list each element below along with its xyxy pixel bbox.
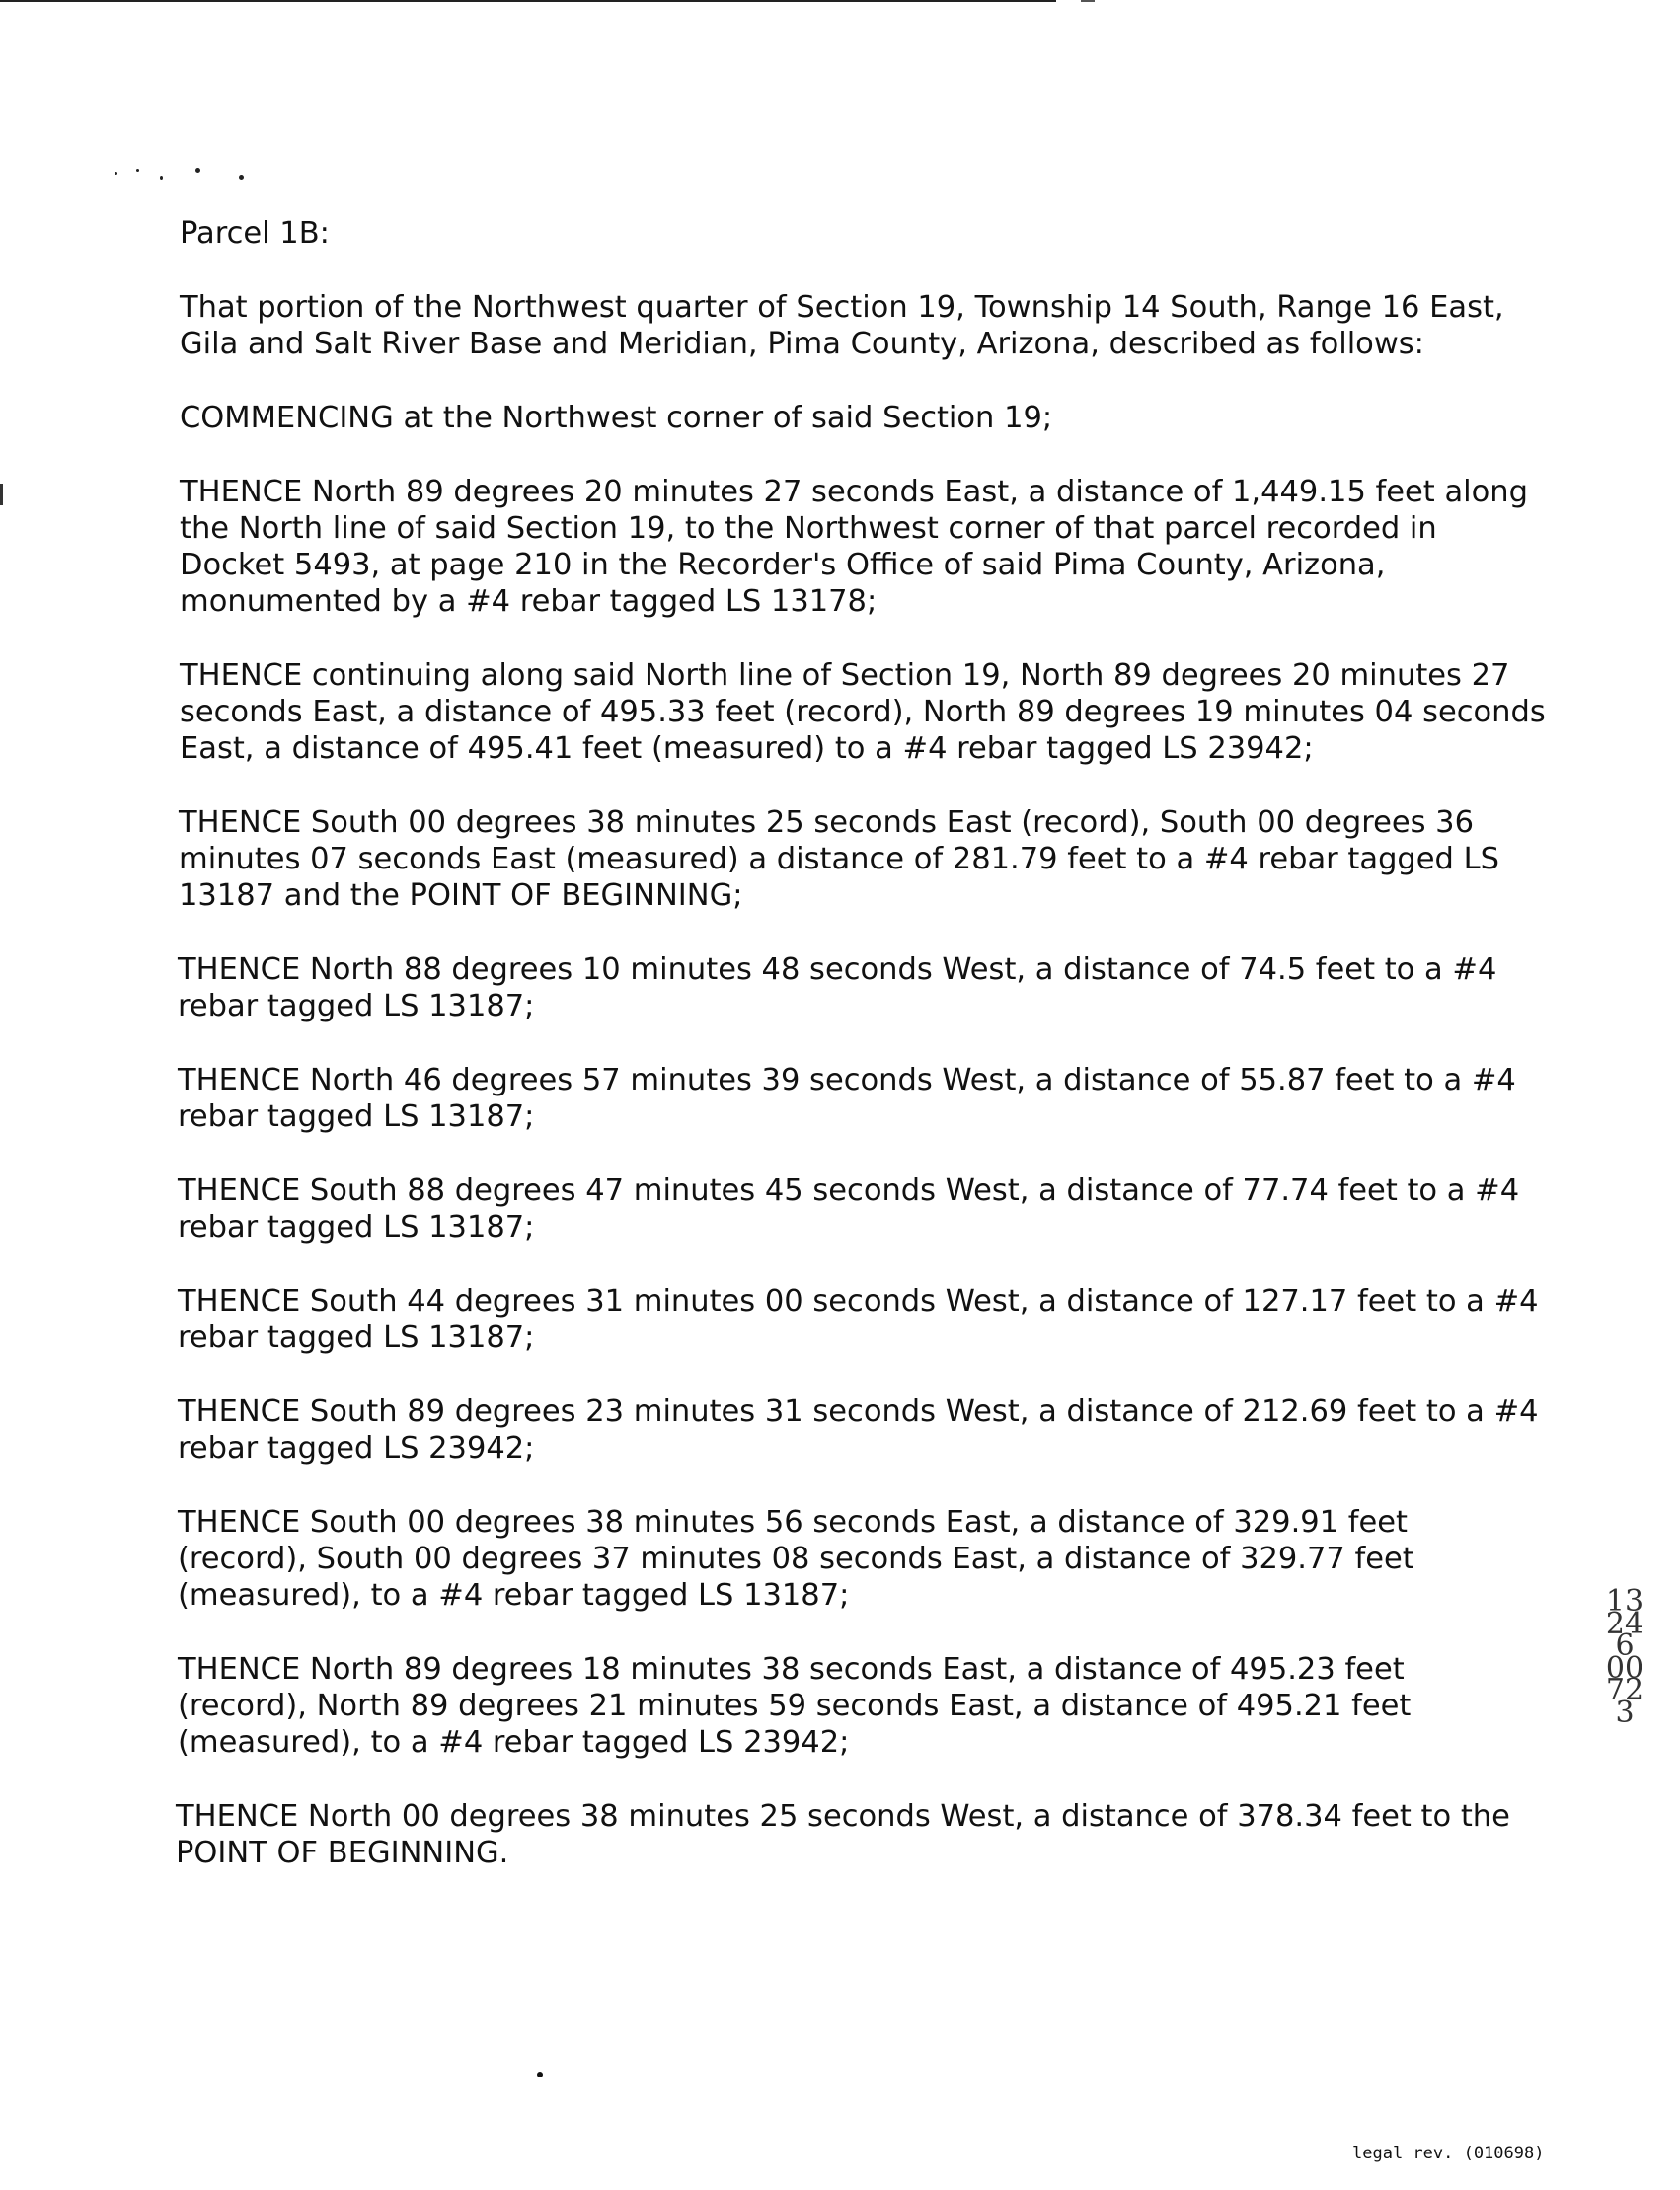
top-scan-rule [0, 0, 1056, 2]
legal-revision-ref: legal rev. (010698) [1352, 2144, 1545, 2163]
paragraph: COMMENCING at the Northwest corner of said Section 19; [180, 401, 1053, 435]
paragraph: THENCE South 88 degrees 47 minutes 45 seconds West, a distance of 77.74 feet to a #4 rebar tagged LS 13187; [178, 1173, 1520, 1245]
speck [239, 175, 244, 180]
paragraph: THENCE North 00 degrees 38 minutes 25 seconds West, a distance of 378.34 feet to the POINT OF BEGINNING. [176, 1799, 1510, 1870]
top-scan-rule-tail [1081, 0, 1095, 2]
paragraph: THENCE North 46 degrees 57 minutes 39 seconds West, a distance of 55.87 feet to a #4 rebar tagged LS 13187; [178, 1063, 1516, 1134]
paragraph: THENCE South 44 degrees 31 minutes 00 seconds West, a distance of 127.17 feet to a #4 rebar tagged LS 13187; [178, 1284, 1539, 1355]
recording-stamp: 13246 00723 [1605, 1584, 1644, 1730]
legal-description [176, 215, 1558, 1909]
parcel-heading: Parcel 1B: [180, 216, 330, 251]
speck [195, 168, 200, 173]
scan-specks [111, 166, 259, 186]
scan-dot [537, 2072, 543, 2077]
paragraph: That portion of the Northwest quarter of Section 19, Township 14 South, Range 16 East, Gila and Salt River Base and Meridian, Pima County, Arizona, described as follows: [180, 290, 1504, 361]
speck [160, 176, 163, 180]
speck [136, 169, 139, 172]
left-margin-mark [0, 484, 3, 505]
paragraph: THENCE South 00 degrees 38 minutes 56 seconds East, a distance of 329.91 feet (record), South 00 degrees 37 minutes 08 seconds East, a distance of 329.77 feet (measured), to a #4 rebar tagged LS 13187; [178, 1505, 1414, 1613]
paragraph: THENCE continuing along said North line of Section 19, North 89 degrees 20 minutes 27 seconds East, a distance of 495.33 feet (record), North 89 degrees 19 minutes 04 seconds East, a distance of 495.41 feet (measured) to a #4 rebar tagged LS 23942; [180, 658, 1546, 766]
speck [115, 172, 117, 175]
paragraph: THENCE North 89 degrees 20 minutes 27 seconds East, a distance of 1,449.15 feet along the North line of said Section 19, to the Northwest corner of that parcel recorded in Docket 5493, at page 210 in the Recorder's Office of said Pima County, Arizona, monumented by a #4 rebar tagged LS 13178; [180, 475, 1528, 619]
paragraph: THENCE South 00 degrees 38 minutes 25 seconds East (record), South 00 degrees 36 minutes 07 seconds East (measured) a distance of 281.79 feet to a #4 rebar tagged LS 13187 and the POINT OF BEGINNING; [179, 805, 1499, 913]
paragraph: THENCE North 89 degrees 18 minutes 38 seconds East, a distance of 495.23 feet (record), North 89 degrees 21 minutes 59 seconds East, a distance of 495.21 feet (measured), to a #4 rebar tagged LS 23942; [178, 1652, 1412, 1760]
paragraph: THENCE North 88 degrees 10 minutes 48 seconds West, a distance of 74.5 feet to a #4 rebar tagged LS 13187; [178, 952, 1497, 1023]
paragraph: THENCE South 89 degrees 23 minutes 31 seconds West, a distance of 212.69 feet to a #4 rebar tagged LS 23942; [178, 1395, 1539, 1466]
